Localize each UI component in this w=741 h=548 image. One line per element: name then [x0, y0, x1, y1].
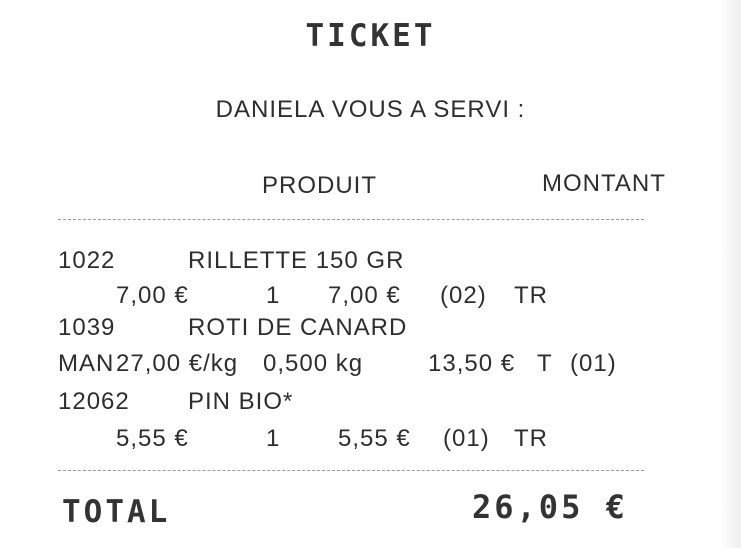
receipt-title: TICKET	[305, 18, 436, 54]
item-line-amount: 13,50 €	[428, 350, 516, 377]
item-quantity: 1	[266, 282, 281, 309]
item-name: PIN BIO*	[188, 388, 294, 415]
paper-edge-shade	[719, 0, 741, 548]
item-line-amount: 7,00 €	[328, 282, 401, 309]
item-quantity: 0,500 kg	[263, 350, 364, 377]
item-unit-price: 27,00 €/kg	[116, 350, 239, 377]
total-value: 26,05 €	[472, 488, 628, 526]
total-label: TOTAL	[62, 494, 171, 530]
item-tax-code: (01)	[443, 425, 490, 452]
item-unit-price: 7,00 €	[116, 282, 189, 309]
item-line-amount: 5,55 €	[338, 425, 411, 452]
item-quantity: 1	[266, 425, 281, 452]
item-flag: TR	[514, 425, 548, 452]
item-flag: T	[537, 350, 553, 377]
item-flag: TR	[514, 282, 548, 309]
item-mode: MAN	[58, 350, 115, 377]
dashed-separator-top	[58, 219, 644, 220]
column-header-product: PRODUIT	[262, 172, 377, 199]
item-code: 1022	[58, 247, 116, 274]
dashed-separator-bottom	[58, 470, 644, 471]
item-name: RILLETTE 150 GR	[188, 247, 405, 274]
item-code: 12062	[58, 388, 130, 415]
item-tax-code: (01)	[570, 350, 617, 377]
item-name: ROTI DE CANARD	[188, 314, 408, 341]
item-tax-code: (02)	[440, 282, 487, 309]
item-code: 1039	[58, 314, 116, 341]
column-header-amount: MONTANT	[542, 170, 666, 197]
item-unit-price: 5,55 €	[116, 425, 189, 452]
served-by-line: DANIELA VOUS A SERVI :	[215, 96, 526, 123]
